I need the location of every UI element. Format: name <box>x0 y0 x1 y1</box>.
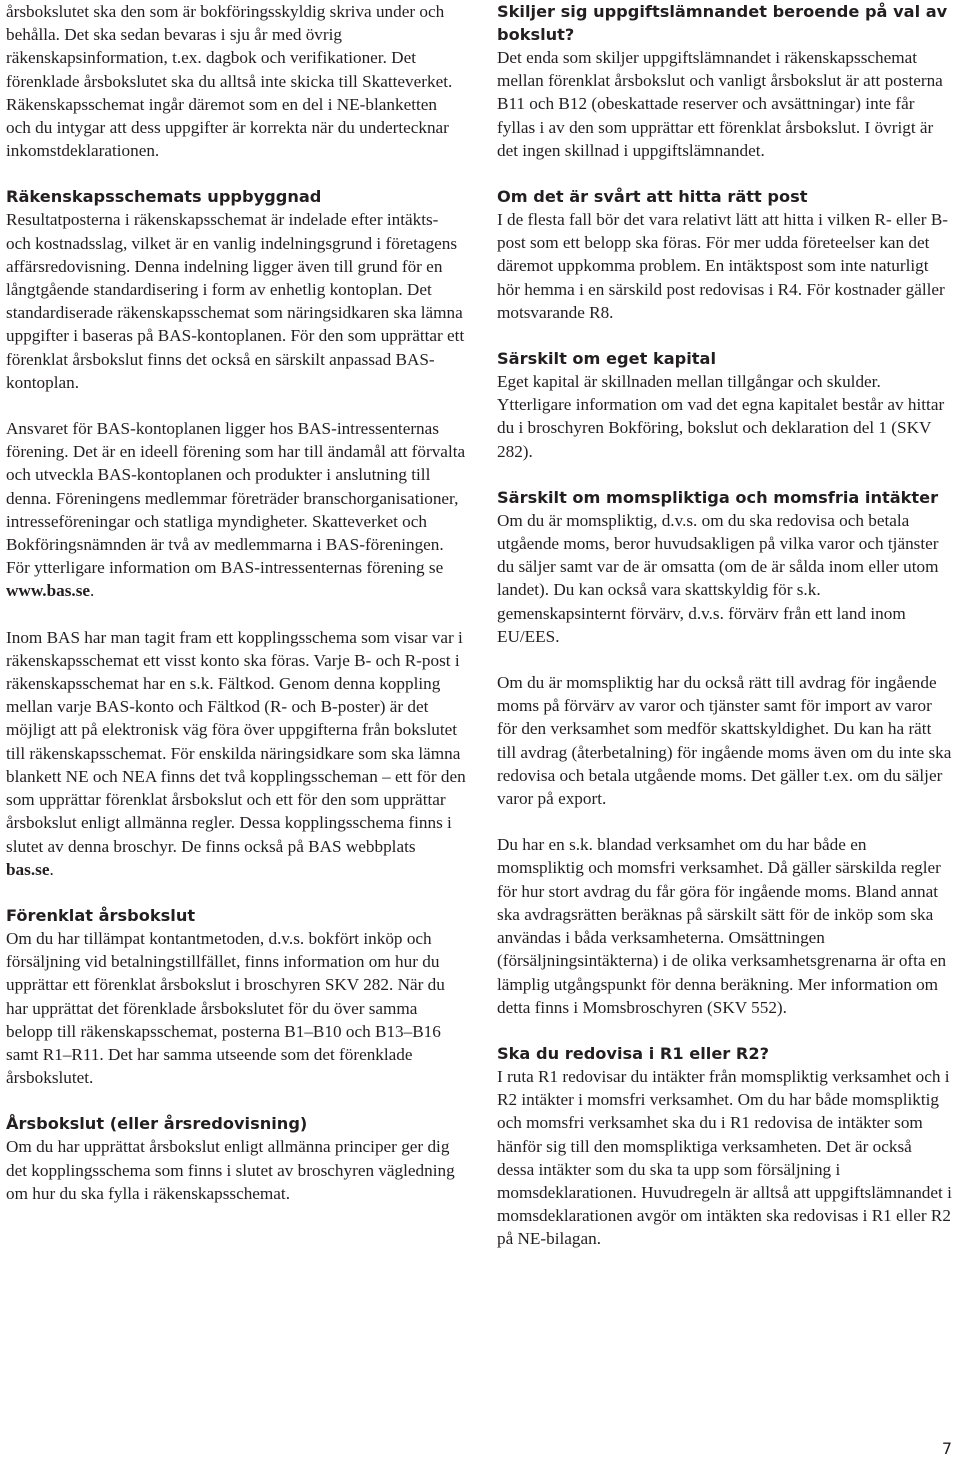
section-heading-vat: Särskilt om momspliktiga och momsfria intäkter <box>497 487 939 507</box>
structure-paragraph: Resultatposterna i räkenskapsschemat är indelade efter intäkts- och kostnadsslag, vilket är en vanlig indelningsgrund i företagens affärsredovisning. Denna indelning ligger även till grund för en långtgående standardisering i form av enhetlig kontoplan. Det standardiserade räkenskapsschemat som näringsidkaren ska lämna uppgifter i baseras på BAS-kontoplanen. För den som upprättar ett förenklat årsbokslut finns det också en särskilt anpassad BAS-kontoplan. <box>6 210 465 392</box>
section-heading-hard-to-find: Om det är svårt att hitta rätt post <box>497 187 808 207</box>
hard-to-find-paragraph: I de flesta fall bör det vara relativt lätt att hitta i vilken R- eller B-post som ett belopp ska föras. För mer udda företeelser kan det däremot uppkomma problem. En intäktspost som inte naturligt hör hemma i en särskild post redovisas i R4. För kostnader gäller motsvarande R8. <box>497 210 949 322</box>
bas-paragraph-1-text: Ansvaret för BAS-kontoplanen ligger hos BAS-intressenternas förening. Det är en ideell förening som har till ändamål att förvalta och utveckla BAS-kontoplanen och produkter i anslutning till denna. Föreningens medlemmar företräder branschorganisationer, intresseföreningar och statliga myndigheter. Skatteverket och Bokföringsnämnden är två av medlemmarna i BAS-föreningen. För ytterligare information om BAS-intressenternas förening se <box>6 419 466 578</box>
section-heading-differs: Skiljer sig uppgiftslämnandet beroende på val av bokslut? <box>497 2 948 44</box>
bas-paragraph-2-period: . <box>49 859 54 879</box>
section-heading-annual: Årsbokslut (eller årsredovisning) <box>6 1114 308 1134</box>
annual-paragraph: Om du har upprättat årsbokslut enligt allmänna principer ger dig det kopplingsschema som finns i slutet av broschyren vägledning om hur du ska fylla i räkenskapsschemat. <box>6 1137 455 1203</box>
left-column <box>6 0 466 1205</box>
bas-paragraph-1-period: . <box>90 581 95 601</box>
vat-paragraph-3: Du har en s.k. blandad verksamhet om du har både en momspliktig och momsfri verksamhet. Då gäller särskilda regler för hur stort avdrag du får göra för ingående moms. Bland annat ska avdragsrätten beräknas på särskilt sätt för de inköp som ska användas i båda verksamheterna. Omsättningen (försäljningsintäkterna) i de olika verksamhetsgrenarna är ofta en lämplig utgångspunkt för denna beräkning. Mer information om detta finns i Momsbroschyren (SKV 552). <box>497 835 947 1017</box>
section-heading-r1-r2: Ska du redovisa i R1 eller R2? <box>497 1043 770 1063</box>
section-heading-structure: Räkenskapsschemats uppbyggnad <box>6 187 322 207</box>
bas-paragraph-2 <box>6 626 466 881</box>
bas-website-link[interactable]: www.bas.se <box>6 581 91 601</box>
section-heading-equity: Särskilt om eget kapital <box>497 349 717 369</box>
section-heading-simplified: Förenklat årsbokslut <box>6 905 196 925</box>
page-number: 7 <box>941 1439 952 1458</box>
equity-paragraph: Eget kapital är skillnaden mellan tillgångar och skulder. Ytterligare information om vad det egna kapitalet består av hittar du i broschyren Bokföring, bokslut och deklaration del 1 (SKV 282). <box>497 372 945 461</box>
right-column <box>497 0 953 1251</box>
differs-paragraph: Det enda som skiljer uppgiftslämnandet i räkenskapsschemat mellan förenklat årsbokslut och vanligt årsbokslut är att posterna B11 och B12 (obeskattade reserver och avsättningar) inte får fyllas i av den som upprättar ett förenklat årsbokslut. I övrigt är det ingen skillnad i uppgiftslämnandet. <box>497 48 943 160</box>
bas-webbplats-link[interactable]: bas.se <box>6 859 50 879</box>
bas-paragraph-2-text: Inom BAS har man tagit fram ett kopplingsschema som visar var i räkenskapsschemat ett visst konto ska föras. Varje B- och R-post i räkenskapsschemat har en s.k. Fältkod. Genom denna koppling mellan varje BAS-konto och Fältkod (R- och B-poster) är det möjligt att på elektronisk väg föra över uppgifterna från bokslutet till räkenskapsschemat. För enskilda näringsidkare som ska lämna blankett NE och NEA finns det två kopplingsscheman – ett för den som upprättar förenklat årsbokslut och ett för den som upprättar årsbokslut enligt allmänna regler. Dessa kopplingsschema finns i slutet av denna broschyr. De finns också på BAS webbplats <box>6 627 466 856</box>
simplified-paragraph: Om du har tillämpat kontantmetoden, d.v.s. bokfört inköp och försäljning vid betalningstillfället, finns information om hur du upprättar ett förenklat årsbokslut i broschyren SKV 282. När du har upprättat det förenklade årsbokslutet för du över samma belopp till räkenskapsschemat, posterna B1–B10 och B13–B16 samt R1–R11. Det har samma utseende som det förenklade årsbokslutet. <box>6 928 445 1088</box>
vat-paragraph-2: Om du är momspliktig har du också rätt till avdrag för ingående moms på förvärv av varor och tjänster samt för import av varor för den verksamhet som medför skattskyldighet. Du kan ha rätt till avdrag (återbetalning) för ingående moms även om du inte ska redovisa och betala utgående moms. Det gäller t.ex. om du säljer varor på export. <box>497 673 952 809</box>
vat-paragraph-1: Om du är momspliktig, d.v.s. om du ska redovisa och betala utgående moms, beror huvudsakligen på vilka varor och tjänster du säljer samt var de är omsatta (om de är sålda inom eller utom landet). Du kan också vara skattskyldig för s.k. gemenskapsinternt förvärv, d.v.s. förvärv från ett land inom EU/EES. <box>497 510 939 646</box>
intro-paragraph: årsbokslutet ska den som är bokföringsskyldig skriva under och behålla. Det ska sedan bevaras i sju år med övrig räkenskapsinformation, t.ex. dagbok och verifikationer. Det förenklade årsbokslutet ska du alltså inte skicka till Skatteverket. Räkenskapsschemat ingår däremot som en del i NE-blanketten och du intygar att dess uppgifter är korrekta när du undertecknar inkomstdeklarationen. <box>6 2 453 161</box>
r1-r2-paragraph: I ruta R1 redovisar du intäkter från momspliktig verksamhet och i R2 intäkter i momsfri verksamhet. Om du har både momspliktig och momsfri verksamhet ska du i R1 redovisa de intäkter som hänför sig till den momspliktiga verksamheten. Det är också dessa intäkter som du ska ta upp som försäljning i momsdeklarationen. Huvudregeln är alltså att uppgiftslämnandet i momsdeklarationen avgör om intäkten ska redovisas i R1 eller R2 på NE-bilagan. <box>497 1066 952 1249</box>
bas-paragraph-1 <box>6 417 466 603</box>
